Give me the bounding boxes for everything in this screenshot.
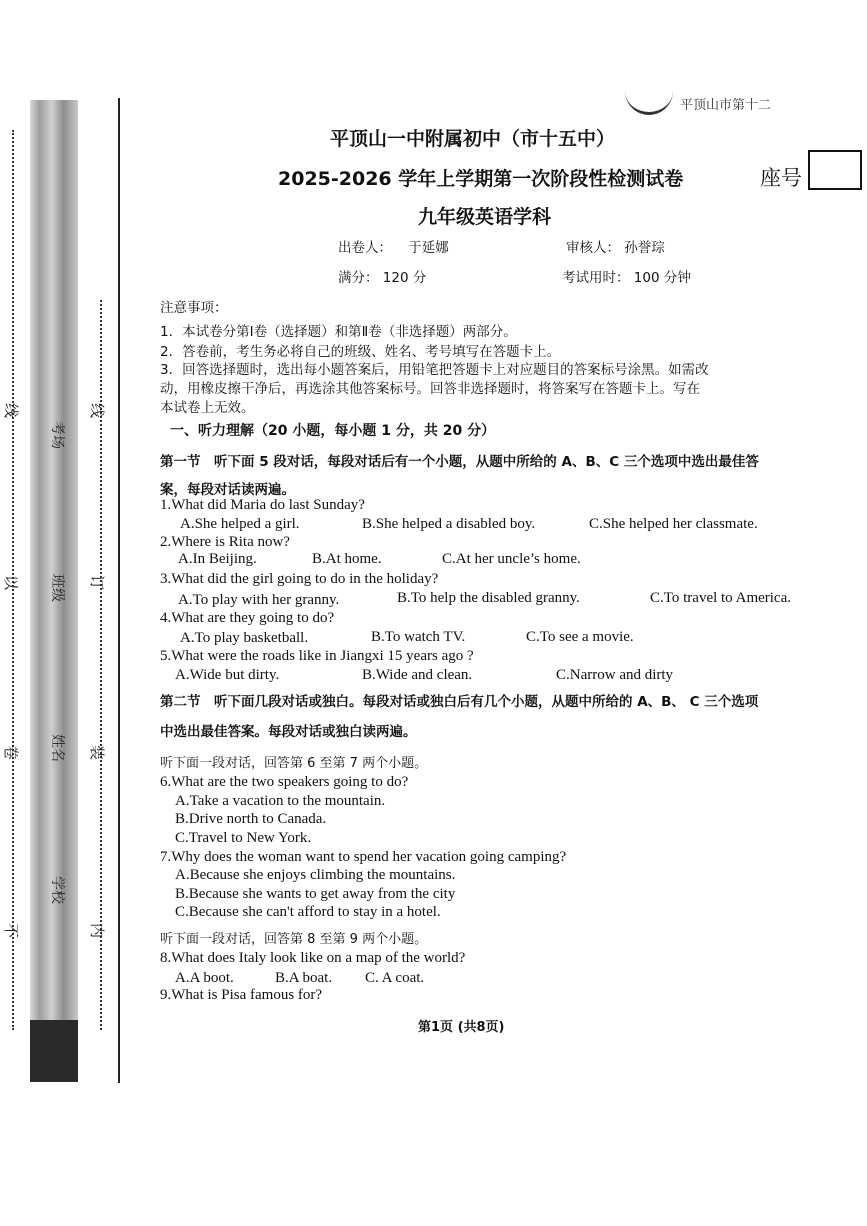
q2-option-b: B.At home. bbox=[312, 551, 382, 567]
part1-instruction-line1: 第一节 听下面 5 段对话，每段对话后有一个小题，从题中所给的 A、B、C 三个选项中选出最佳答 bbox=[160, 454, 759, 470]
q6-option-a: A.Take a vacation to the mountain. bbox=[175, 793, 386, 809]
group1-instruction: 听下面一段对话，回答第 6 至第 7 两个小题。 bbox=[160, 756, 428, 771]
q2-option-c: C.At her uncle’s home. bbox=[442, 551, 581, 567]
part1-instruction-line2: 案，每段对话读两遍。 bbox=[160, 482, 295, 498]
part2-instruction-line2: 中选出最佳答案。每段对话或独白读两遍。 bbox=[160, 724, 417, 740]
author-name: 于延娜 bbox=[408, 240, 449, 256]
q5-option-a: A.Wide but dirty. bbox=[175, 667, 280, 683]
q8-option-a: A.A boot. bbox=[175, 970, 234, 986]
q3-option-c: C.To travel to America. bbox=[650, 590, 791, 606]
notes-item-1: 1．本试卷分第Ⅰ卷（选择题）和第Ⅱ卷（非选择题）两部分。 bbox=[160, 324, 517, 340]
reviewer-row bbox=[566, 236, 665, 256]
part2-instruction-line1: 第二节 听下面几段对话或独白。每段对话或独白后有几个小题，从题中所给的 A、B、 C 三个选项 bbox=[160, 694, 759, 710]
q6-option-b: B.Drive north to Canada. bbox=[175, 811, 327, 827]
notes-item-3: 3．回答选择题时，选出每小题答案后，用铅笔把答题卡上对应题目的答案标号涂黑。如需改 bbox=[160, 362, 709, 378]
seat-label: 座号 bbox=[760, 166, 802, 190]
subject-title: 九年级英语学科 bbox=[418, 206, 552, 228]
page-footer: 第1页 (共8页) bbox=[418, 1020, 505, 1035]
line-char-ding: 订 bbox=[88, 574, 107, 591]
score-row bbox=[338, 266, 426, 286]
question-3: 3.What did the girl going to do in the holiday? bbox=[160, 571, 439, 587]
q6-option-c: C.Travel to New York. bbox=[175, 830, 312, 846]
class-label: 班级 bbox=[49, 574, 65, 602]
section1-title: 一、听力理解（20 小题，每小题 1 分，共 20 分） bbox=[170, 423, 496, 439]
reviewer-name: 孙誉琮 bbox=[624, 240, 665, 256]
q4-option-c: C.To see a movie. bbox=[526, 629, 634, 645]
q7-option-b: B.Because she wants to get away from the city bbox=[175, 886, 456, 902]
q8-option-c: C. A coat. bbox=[365, 970, 425, 986]
author-label: 出卷人： bbox=[338, 240, 392, 256]
question-5: 5.What were the roads like in Jiangxi 15 years ago ? bbox=[160, 648, 474, 664]
time-label: 考试用时： bbox=[562, 270, 630, 286]
notes-item-5: 本试卷上无效。 bbox=[160, 400, 255, 416]
outer-char-3: 卷 bbox=[2, 744, 21, 761]
line-char-nei: 内 bbox=[88, 922, 107, 939]
q7-option-a: A.Because she enjoys climbing the mountains. bbox=[175, 867, 456, 883]
question-4: 4.What are they going to do? bbox=[160, 610, 335, 626]
score-label: 满分： bbox=[338, 270, 379, 286]
notes-item-2: 2．答卷前，考生务必将自己的班级、姓名、考号填写在答题卡上。 bbox=[160, 344, 561, 360]
q1-option-a: A.She helped a girl. bbox=[180, 516, 300, 532]
question-7: 7.Why does the woman want to spend her vacation going camping? bbox=[160, 849, 567, 865]
q1-option-b: B.She helped a disabled boy. bbox=[362, 516, 536, 532]
score-value: 120 分 bbox=[382, 270, 427, 286]
line-char-zhuang: 装 bbox=[88, 744, 107, 761]
q3-option-a: A.To play with her granny. bbox=[178, 592, 340, 608]
group2-instruction: 听下面一段对话，回答第 8 至第 9 两个小题。 bbox=[160, 932, 428, 947]
line-char-xian: 线 bbox=[88, 402, 107, 419]
author-row bbox=[338, 236, 449, 256]
exam-title: 2025-2026 学年上学期第一次阶段性检测试卷 bbox=[278, 168, 684, 190]
question-2: 2.Where is Rita now? bbox=[160, 534, 290, 550]
q4-option-a: A.To play basketball. bbox=[180, 630, 309, 646]
question-1: 1.What did Maria do last Sunday? bbox=[160, 497, 365, 513]
notes-title: 注意事项： bbox=[160, 300, 228, 316]
q7-option-c: C.Because she can't afford to stay in a hotel. bbox=[175, 904, 441, 920]
binding-strip-dark bbox=[30, 1020, 78, 1082]
exam-room-label: 考场 bbox=[49, 421, 65, 449]
stamp-seal bbox=[625, 84, 673, 115]
seat-number-box[interactable] bbox=[808, 150, 862, 190]
time-value: 100 分钟 bbox=[633, 270, 691, 286]
q5-option-c: C.Narrow and dirty bbox=[556, 667, 674, 683]
q2-option-a: A.In Beijing. bbox=[178, 551, 257, 567]
outer-char-2: 以 bbox=[2, 574, 21, 591]
question-6: 6.What are the two speakers going to do? bbox=[160, 774, 409, 790]
q8-option-b: B.A boat. bbox=[275, 970, 333, 986]
school-title: 平顶山一中附属初中（市十五中） bbox=[330, 128, 616, 150]
q3-option-b: B.To help the disabled granny. bbox=[397, 590, 580, 606]
question-8: 8.What does Italy look like on a map of the world? bbox=[160, 950, 466, 966]
outer-char-1: 线 bbox=[2, 402, 21, 419]
q4-option-b: B.To watch TV. bbox=[371, 629, 466, 645]
time-row bbox=[562, 266, 691, 286]
notes-item-4: 动，用橡皮擦干净后，再选涂其他答案标号。回答非选择题时，将答案写在答题卡上。写在 bbox=[160, 381, 700, 397]
q5-option-b: B.Wide and clean. bbox=[362, 667, 473, 683]
margin-line bbox=[118, 98, 120, 1083]
reviewer-label: 审核人： bbox=[566, 240, 620, 256]
name-label: 姓名 bbox=[49, 734, 65, 762]
q1-option-c: C.She helped her classmate. bbox=[589, 516, 758, 532]
outer-char-4: 不 bbox=[2, 922, 21, 939]
school-label: 学校 bbox=[49, 876, 65, 904]
stamp-text: 平顶山市第十二 bbox=[680, 98, 772, 113]
question-9: 9.What is Pisa famous for? bbox=[160, 987, 323, 1003]
